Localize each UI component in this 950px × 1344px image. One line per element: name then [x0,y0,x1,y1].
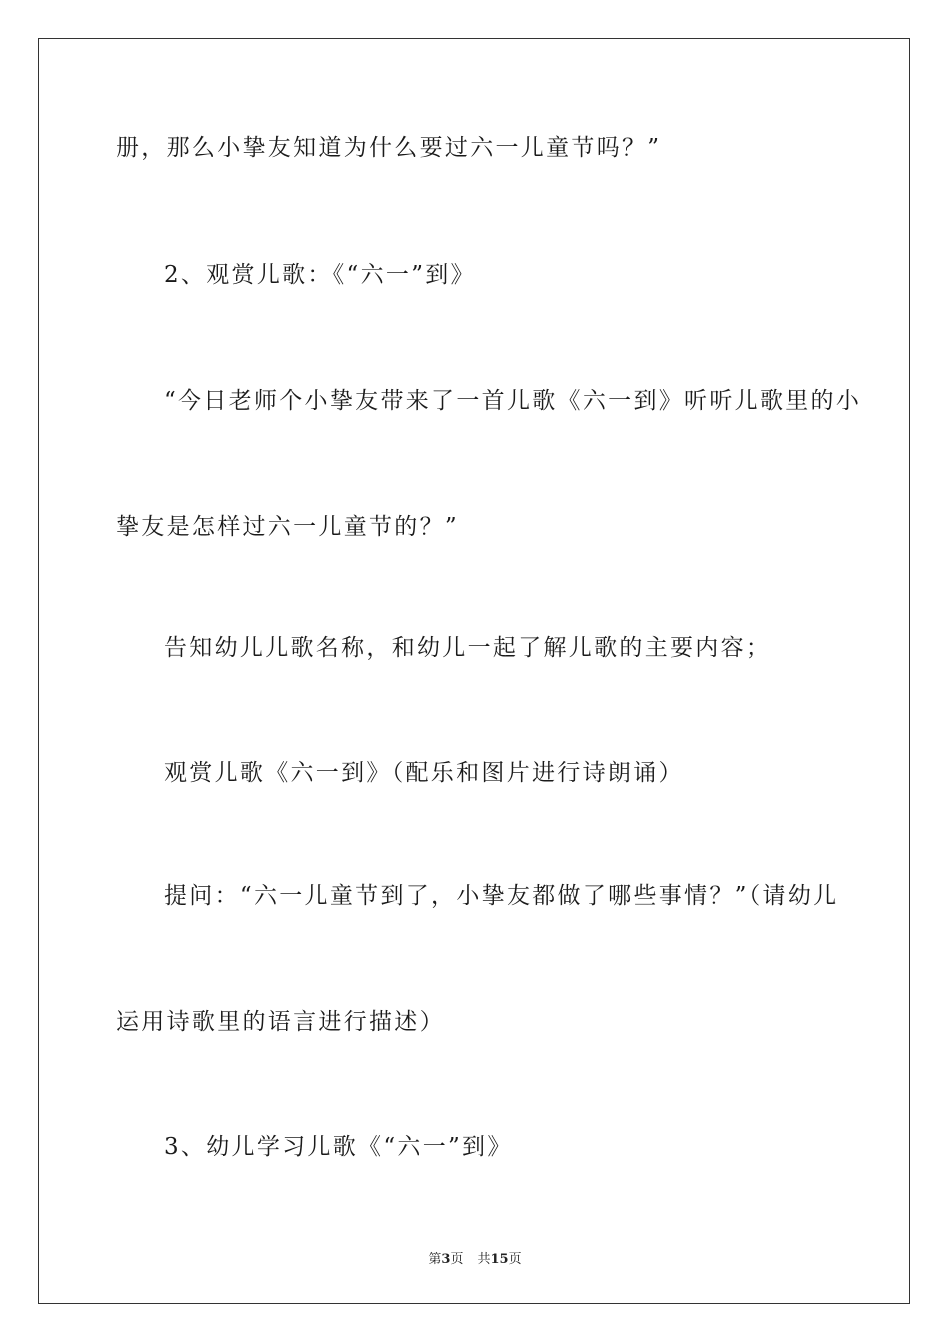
current-page-number: 3 [441,1252,451,1267]
paragraph-line-3: “今日老师个小挚友带来了一首儿歌《六一到》听听儿歌里的小 [164,388,862,414]
page-number-prefix: 第 [428,1252,442,1267]
paragraph-line-7: 提问：“六一儿童节到了，小挚友都做了哪些事情？”（请幼儿 [164,883,839,909]
total-pages-prefix: 共 [477,1252,491,1267]
page-number-suffix: 页 [450,1252,464,1267]
page-footer [0,1248,950,1267]
section-heading-2: 2、观赏儿歌：《“六一”到》 [164,262,476,288]
total-pages-suffix: 页 [508,1252,522,1267]
paragraph-line-5: 告知幼儿儿歌名称，和幼儿一起了解儿歌的主要内容； [164,635,772,661]
page-border [38,38,910,1304]
paragraph-line-8: 运用诗歌里的语言进行描述） [116,1009,445,1035]
paragraph-line-1: 册，那么小挚友知道为什么要过六一儿童节吗？” [116,135,662,161]
section-heading-3: 3、幼儿学习儿歌《“六一”到》 [164,1134,513,1160]
paragraph-line-6: 观赏儿歌《六一到》（配乐和图片进行诗朗诵） [164,760,684,786]
total-page-count: 15 [490,1252,509,1267]
paragraph-line-4: 挚友是怎样过六一儿童节的？” [116,514,459,540]
